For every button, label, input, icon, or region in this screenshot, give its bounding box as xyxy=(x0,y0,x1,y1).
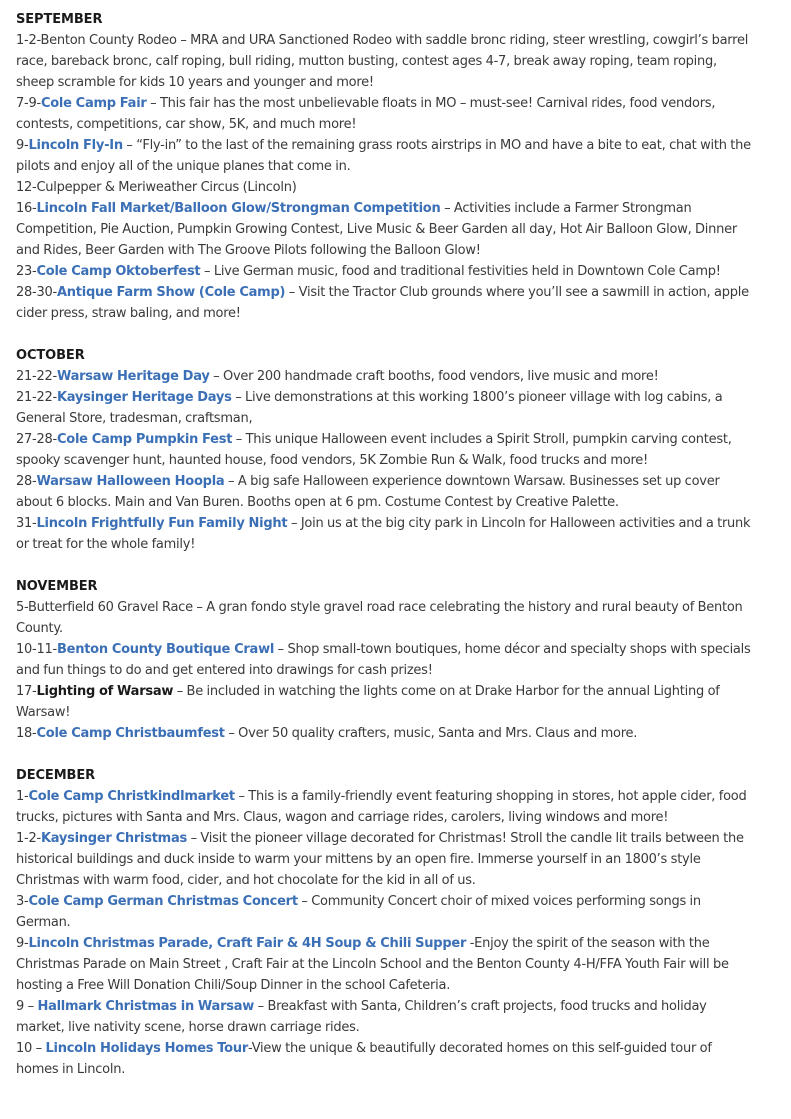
month-section-december xyxy=(16,765,791,1080)
month-heading: SEPTEMBER xyxy=(16,12,103,27)
event-link[interactable]: Warsaw Heritage Day xyxy=(56,369,210,384)
event-description: – Activities include a Farmer Strongman Competition, Pie Auction, Pumpkin Growing Contest, Live Music & Beer Garden all day, Hot Air Balloon Glow, Dinner and Rides, Beer Garden with The Groove Pilots following the Balloon Glow! xyxy=(16,201,737,258)
event-link[interactable]: Cole Camp Christbaumfest xyxy=(36,726,225,741)
event-link[interactable]: Lincoln Frightfully Fun Family Night xyxy=(36,516,288,531)
event-description: – Visit the pioneer village decorated for Christmas! Stroll the candle lit trails between the historical buildings and duck inside to warm your mittens by an open fire. Immerse yourself in an 1800’s style Christmas with warm food, cider, and hot chocolate for the kid in all of us. xyxy=(16,831,744,888)
event-date: 21-22- xyxy=(16,369,57,384)
event-entry xyxy=(16,282,751,324)
event-date: 1-2- xyxy=(16,33,41,48)
event-description: – Over 200 handmade craft booths, food vendors, live music and more! xyxy=(209,369,659,384)
event-date: 3- xyxy=(16,894,29,909)
event-description: – Join us at the big city park in Lincoln for Halloween activities and a trunk or treat for the whole family! xyxy=(16,516,751,552)
event-date: 16- xyxy=(16,201,37,216)
section-spacer xyxy=(16,324,791,345)
event-entry xyxy=(16,513,751,555)
event-date: 10-11- xyxy=(16,642,57,657)
event-entry xyxy=(16,597,751,639)
event-link[interactable]: Lincoln Holidays Homes Tour xyxy=(45,1041,249,1056)
event-entry xyxy=(16,93,751,135)
event-entry xyxy=(16,1038,751,1080)
event-link[interactable]: Cole Camp Oktoberfest xyxy=(36,264,201,279)
event-entry xyxy=(16,639,751,681)
event-date: 9- xyxy=(16,138,29,153)
event-date: 1-2- xyxy=(16,831,41,846)
event-description: – Community Concert choir of mixed voices performing songs in German. xyxy=(16,894,701,930)
section-spacer xyxy=(16,744,791,765)
event-date: 9- xyxy=(16,936,29,951)
event-date: 9 – xyxy=(16,999,38,1014)
event-description: – A big safe Halloween experience downtown Warsaw. Businesses set up cover about 6 blocks. Main and Van Buren. Booths open at 6 pm. Costume Contest by Creative Palette. xyxy=(16,474,720,510)
month-section-september xyxy=(16,9,791,324)
month-section-november xyxy=(16,576,791,744)
event-date: 18- xyxy=(16,726,37,741)
event-entry xyxy=(16,30,751,93)
event-date: 21-22- xyxy=(16,390,57,405)
event-description: – This unique Halloween event includes a Spirit Stroll, pumpkin carving contest, spooky scavenger hunt, haunted house, food vendors, 5K Zombie Run & Walk, food trucks and more! xyxy=(16,432,732,468)
event-link[interactable]: Lincoln Fly-In xyxy=(28,138,123,153)
event-date: 27-28- xyxy=(16,432,57,447)
event-link[interactable]: Lincoln Fall Market/Balloon Glow/Strongman Competition xyxy=(36,201,441,216)
event-description: – Live demonstrations at this working 1800’s pioneer village with log cabins, a General Store, tradesman, craftsman, xyxy=(16,390,723,426)
event-description: Benton County Rodeo – MRA and URA Sanctioned Rodeo with saddle bronc riding, steer wrestling, cowgirl’s barrel race, bareback bronc, calf roping, bull riding, mutton busting, contest ages 4-7, break away roping, team roping, sheep scramble for kids 10 years and younger and more! xyxy=(16,33,749,90)
event-link[interactable]: Cole Camp Christkindlmarket xyxy=(28,789,235,804)
event-date: 10 – xyxy=(16,1041,46,1056)
event-link[interactable]: Benton County Boutique Crawl xyxy=(56,642,275,657)
event-date: 12- xyxy=(16,180,37,195)
event-link[interactable]: Hallmark Christmas in Warsaw xyxy=(37,999,255,1014)
event-entry xyxy=(16,198,751,261)
event-entry xyxy=(16,471,751,513)
event-description: – Shop small-town boutiques, home décor and specialty shops with specials and fun things to do and get entered into drawings for cash prizes! xyxy=(16,642,751,678)
event-title: Lighting of Warsaw xyxy=(36,684,174,699)
event-link[interactable]: Cole Camp Fair xyxy=(40,96,147,111)
event-link[interactable]: Warsaw Halloween Hoopla xyxy=(36,474,225,489)
event-date: 28-30- xyxy=(16,285,57,300)
event-date: 1- xyxy=(16,789,29,804)
event-entry xyxy=(16,261,751,282)
event-link[interactable]: Antique Farm Show (Cole Camp) xyxy=(56,285,286,300)
event-date: 17- xyxy=(16,684,37,699)
event-entry xyxy=(16,891,751,933)
event-description: – Be included in watching the lights come on at Drake Harbor for the annual Lighting of Warsaw! xyxy=(16,684,720,720)
event-entry xyxy=(16,429,751,471)
month-heading: DECEMBER xyxy=(16,768,96,783)
event-description: – This fair has the most unbelievable floats in MO – must-see! Carnival rides, food vendors, contests, competitions, car show, 5K, and much more! xyxy=(16,96,716,132)
month-section-october xyxy=(16,345,791,555)
event-date: 28- xyxy=(16,474,37,489)
event-description: Butterfield 60 Gravel Race – A gran fondo style gravel road race celebrating the history and rural beauty of Benton County. xyxy=(16,600,743,636)
event-description: – “Fly-in” to the last of the remaining grass roots airstrips in MO and have a bite to eat, chat with the pilots and enjoy all of the unique planes that come in. xyxy=(16,138,751,174)
event-description: -Enjoy the spirit of the season with the Christmas Parade on Main Street , Craft Fair at the Lincoln School and the Benton County 4-H/FFA Youth Fair will be hosting a Free Will Donation Chili/Soup Dinner in the school Cafeteria. xyxy=(16,936,729,993)
event-entry xyxy=(16,933,751,996)
event-date: 31- xyxy=(16,516,37,531)
event-link[interactable]: Kaysinger Christmas xyxy=(40,831,187,846)
event-description: – Live German music, food and traditional festivities held in Downtown Cole Camp! xyxy=(200,264,721,279)
event-date: 23- xyxy=(16,264,37,279)
event-description: – Visit the Tractor Club grounds where you’ll see a sawmill in action, apple cider press, straw baling, and more! xyxy=(16,285,749,321)
event-date: 7-9- xyxy=(16,96,41,111)
event-entry xyxy=(16,786,751,828)
event-entry xyxy=(16,366,751,387)
event-link[interactable]: Cole Camp German Christmas Concert xyxy=(28,894,298,909)
event-link[interactable]: Kaysinger Heritage Days xyxy=(56,390,232,405)
event-description: – Over 50 quality crafters, music, Santa and Mrs. Claus and more. xyxy=(224,726,638,741)
event-entry xyxy=(16,723,751,744)
event-description: – Breakfast with Santa, Children’s craft projects, food trucks and holiday market, live nativity scene, horse drawn carriage rides. xyxy=(16,999,707,1035)
event-link[interactable]: Cole Camp Pumpkin Fest xyxy=(56,432,233,447)
event-description: Culpepper & Meriweather Circus (Lincoln) xyxy=(36,180,297,195)
event-description: -View the unique & beautifully decorated homes on this self-guided tour of homes in Lincoln. xyxy=(16,1041,712,1077)
event-entry xyxy=(16,681,751,723)
event-entry xyxy=(16,135,751,177)
event-entry xyxy=(16,177,751,198)
event-description: – This is a family-friendly event featuring shopping in stores, hot apple cider, food trucks, pictures with Santa and Mrs. Claus, wagon and carriage rides, carolers, living windows and more! xyxy=(16,789,747,825)
month-heading: NOVEMBER xyxy=(16,579,98,594)
section-spacer xyxy=(16,555,791,576)
month-heading: OCTOBER xyxy=(16,348,85,363)
event-link[interactable]: Lincoln Christmas Parade, Craft Fair & 4H Soup & Chili Supper xyxy=(28,936,467,951)
event-entry xyxy=(16,828,751,891)
event-entry xyxy=(16,996,751,1038)
event-date: 5- xyxy=(16,600,28,615)
event-entry xyxy=(16,387,751,429)
